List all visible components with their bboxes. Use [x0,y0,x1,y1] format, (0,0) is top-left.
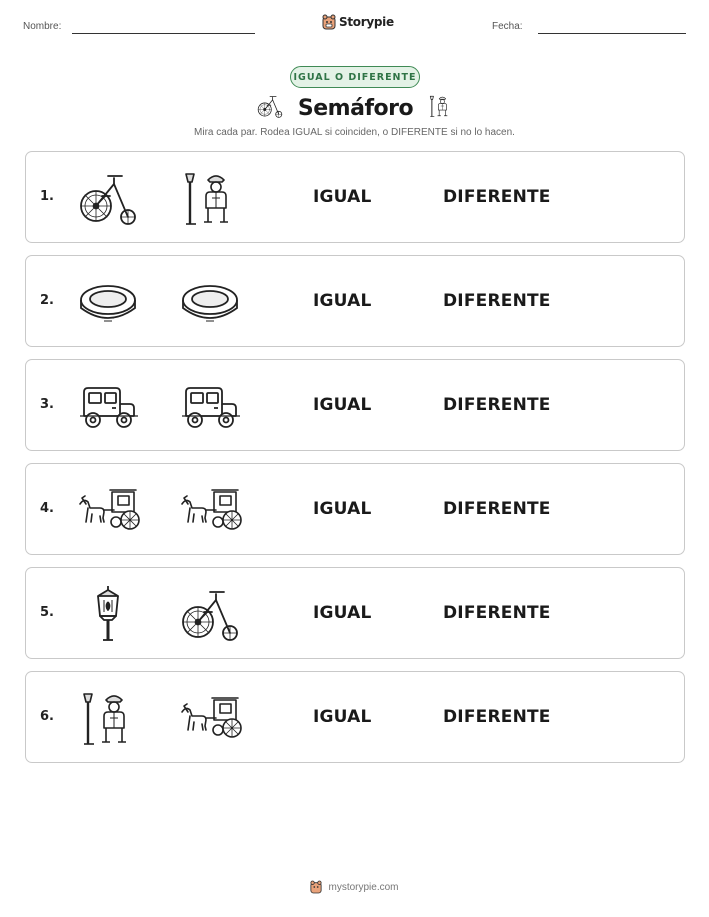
brand-name: Storypie [339,15,394,29]
footer [0,880,709,894]
page-title: Semáforo [297,96,414,121]
option-igual[interactable]: IGUAL [313,187,372,207]
question-row-4 [25,463,685,555]
question-row-5 [25,567,685,659]
carriage-icon [178,686,242,750]
question-number: 6. [40,709,54,724]
question-number: 3. [40,397,54,412]
option-diferente[interactable]: DIFERENTE [443,499,551,519]
question-number: 5. [40,605,54,620]
question-number: 1. [40,189,54,204]
date-label: Fecha: [492,21,523,32]
option-igual[interactable]: IGUAL [313,707,372,727]
carriage-icon [76,478,140,542]
option-diferente[interactable]: DIFERENTE [443,707,551,727]
car-icon [178,374,242,438]
question-row-6 [25,671,685,763]
lamppost-guard-icon [178,166,242,230]
option-igual[interactable]: IGUAL [313,499,372,519]
instructions: Mira cada par. Rodea IGUAL si coinciden, o DIFERENTE si no lo hacen. [194,127,515,138]
question-number: 4. [40,501,54,516]
option-diferente[interactable]: DIFERENTE [443,603,551,623]
bicycle-icon [256,92,284,125]
bicycle-icon [76,166,140,230]
option-igual[interactable]: IGUAL [313,395,372,415]
storypie-mascot-icon [310,880,322,894]
carriage-icon [178,478,242,542]
option-diferente[interactable]: DIFERENTE [443,395,551,415]
worksheet-type-badge: IGUAL O DIFERENTE [290,66,420,88]
option-diferente[interactable]: DIFERENTE [443,291,551,311]
name-label: Nombre: [23,21,62,32]
question-number: 2. [40,293,54,308]
name-line[interactable] [72,33,255,34]
brand-logo [322,14,394,30]
lamppost-guard-icon [76,686,140,750]
lantern-icon [76,582,140,646]
option-igual[interactable]: IGUAL [313,603,372,623]
bicycle-icon [178,582,242,646]
button-icon [76,270,140,334]
question-row-1 [25,151,685,243]
footer-url[interactable]: mystorypie.com [328,881,399,893]
date-line[interactable] [538,33,686,34]
option-igual[interactable]: IGUAL [313,291,372,311]
option-diferente[interactable]: DIFERENTE [443,187,551,207]
button-icon [178,270,242,334]
lamppost-guard-icon [427,92,453,125]
question-row-3 [25,359,685,451]
car-icon [76,374,140,438]
title-block [0,92,709,125]
question-row-2 [25,255,685,347]
storypie-mascot-icon [322,14,336,30]
